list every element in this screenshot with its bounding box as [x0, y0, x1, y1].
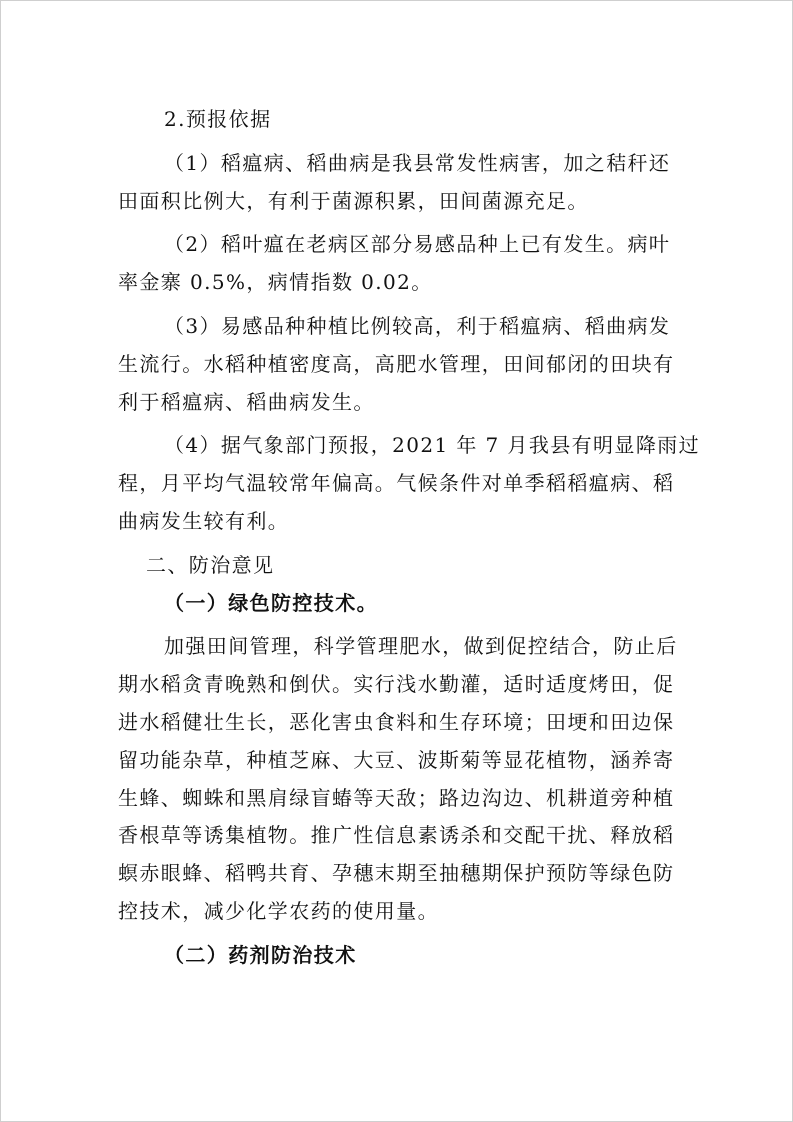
paragraph-line: 生蜂、蜘蛛和黑肩绿盲蝽等天敌；路边沟边、机耕道旁种植 — [118, 785, 675, 810]
paragraph-line: 螟赤眼蜂、稻鸭共育、孕穗末期至抽穗期保护预防等绿色防 — [118, 861, 675, 886]
subsection-heading-chemical-control: （二）药剂防治技术 — [164, 942, 357, 967]
paragraph-line: 进水稻健壮生长，恶化害虫食料和生存环境；田埂和田边保 — [118, 709, 675, 734]
paragraph-line: 控技术，减少化学农药的使用量。 — [118, 898, 439, 923]
paragraph-line: （3）易感品种种植比例较高，利于稻瘟病、稻曲病发 — [164, 313, 671, 338]
section-heading-control-advice: 二、防治意见 — [146, 552, 275, 577]
paragraph-line: 加强田间管理，科学管理肥水，做到促控结合，防止后 — [164, 634, 678, 659]
paragraph-line: （1）稻瘟病、稻曲病是我县常发性病害，加之秸秆还 — [164, 150, 671, 175]
paragraph-line: 田面积比例大，有利于菌源积累，田间菌源充足。 — [118, 188, 589, 213]
paragraph-line: 率金寨 0.5%，病情指数 0.02。 — [118, 270, 433, 295]
paragraph-line: 香根草等诱集植物。推广性信息素诱杀和交配干扰、释放稻 — [118, 823, 675, 848]
paragraph-line: 利于稻瘟病、稻曲病发生。 — [118, 389, 375, 414]
document-body — [118, 101, 701, 975]
subsection-heading-green-control: （一）绿色防控技术。 — [164, 590, 378, 615]
paragraph-line: （4）据气象部门预报，2021 年 7 月我县有明显降雨过 — [164, 433, 701, 458]
paragraph-line: 期水稻贪青晚熟和倒伏。实行浅水勤灌，适时适度烤田，促 — [118, 672, 675, 697]
paragraph-line: 留功能杂草，种植芝麻、大豆、波斯菊等显花植物，涵养寄 — [118, 747, 675, 772]
paragraph-line: 曲病发生较有利。 — [118, 508, 290, 533]
section-heading-forecast-basis: 2.预报依据 — [164, 107, 272, 131]
paragraph-line: 生流行。水稻种植密度高，高肥水管理，田间郁闭的田块有 — [118, 351, 675, 376]
paragraph-line: 程，月平均气温较常年偏高。气候条件对单季稻稻瘟病、稻 — [118, 471, 675, 496]
paragraph-line: （2）稻叶瘟在老病区部分易感品种上已有发生。病叶 — [164, 232, 671, 257]
